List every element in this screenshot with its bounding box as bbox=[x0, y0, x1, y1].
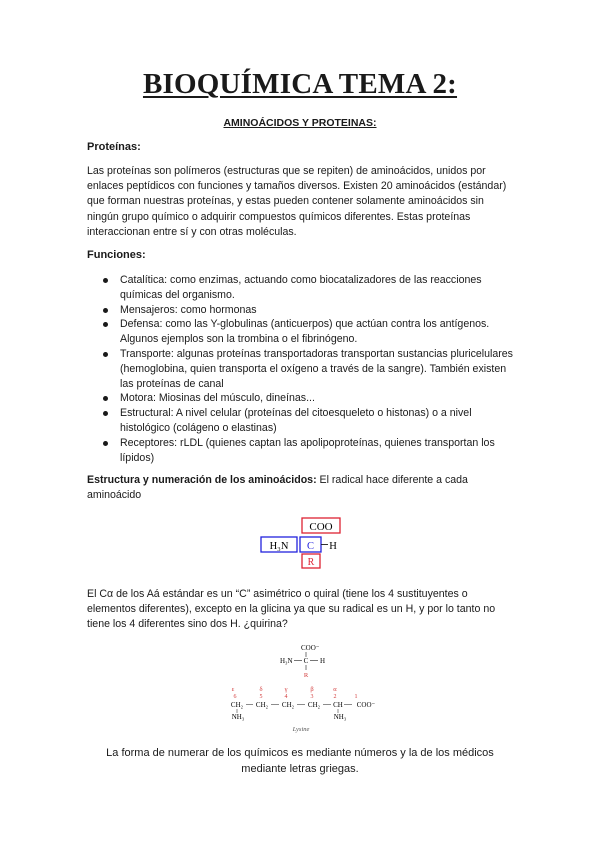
closing-paragraph: La forma de numerar de los químicos es mediante números y la de los médicos mediante letras griegas. bbox=[106, 747, 494, 775]
lysine-caption: Lysine bbox=[292, 726, 310, 733]
num-2: 2 bbox=[333, 694, 337, 700]
section-subtitle: AMINOÁCIDOS Y PROTEINAS: bbox=[223, 117, 377, 129]
greek-gamma: γ bbox=[284, 686, 288, 693]
num-5: 5 bbox=[259, 694, 263, 700]
num-1: 1 bbox=[354, 694, 358, 700]
proteinas-paragraph: Las proteínas son polímeros (estructuras que se repiten) de aminoácidos, unidos por enlaces peptídicos con funciones y tamaños diversos. Existen 20 aminoácidos (estándar) que forman nuestras proteínas, y estas pueden contener solamente aminoácidos sin ningún grupo químico o adquirir compuestos químicos diferentes. Estas proteínas interaccionan entre sí y con otras moléculas. bbox=[87, 165, 507, 238]
lysine-diagram bbox=[228, 640, 388, 735]
greek-beta: β bbox=[310, 686, 314, 693]
r-label: R bbox=[307, 557, 315, 568]
coo-top-label: COO⁻ bbox=[301, 644, 320, 652]
amino-acid-diagram bbox=[258, 515, 348, 571]
greek-epsilon: ε bbox=[231, 686, 235, 693]
h-label: H bbox=[329, 541, 337, 552]
list-item: Receptores: rLDL (quienes captan las apolipoproteínas, quienes transportan los lípidos) bbox=[87, 436, 517, 466]
proteinas-heading: Proteínas: bbox=[87, 141, 141, 153]
coo-label: COO bbox=[309, 521, 333, 533]
greek-delta: δ bbox=[259, 686, 263, 693]
estructura-heading: Estructura y numeración de los aminoácidos: bbox=[87, 474, 317, 486]
nh3-right: NH₃ bbox=[333, 713, 347, 721]
estructura-paragraph bbox=[87, 473, 517, 503]
h3n-label-2: H₃N bbox=[280, 657, 293, 665]
funciones-list bbox=[87, 273, 517, 465]
nh3-left: NH₃ bbox=[231, 713, 245, 721]
chain-ch2-3: CH₂ bbox=[281, 701, 295, 709]
num-6: 6 bbox=[233, 694, 237, 700]
h-label-2: H bbox=[320, 657, 326, 665]
greek-alpha: α bbox=[333, 686, 337, 693]
estructura-text: El radical hace diferente a cada aminoácido bbox=[87, 474, 468, 502]
c-alpha-label-2: C bbox=[303, 657, 309, 665]
page-title: BIOQUÍMICA TEMA 2: bbox=[142, 68, 458, 100]
chain-ch2-1: CH₂ bbox=[230, 701, 244, 709]
list-item: Estructural: A nivel celular (proteínas del citoesqueleto o histonas) o a nivel histológico (colágeno o elastinas) bbox=[87, 406, 517, 436]
num-3: 3 bbox=[310, 694, 314, 700]
list-item: Catalítica: como enzimas, actuando como biocatalizadores de las reacciones químicas del organismo. bbox=[87, 273, 517, 303]
num-4: 4 bbox=[284, 694, 288, 700]
list-item: Motora: Miosinas del músculo, dineínas... bbox=[87, 391, 517, 406]
chain-ch2-2: CH₂ bbox=[255, 701, 269, 709]
h3n-label: H₃N bbox=[269, 541, 289, 552]
chain-ch: CH bbox=[333, 701, 343, 709]
calpha-paragraph: El Cα de los Aá estándar es un “C” asimétrico o quiral (tiene los 4 sustituyentes o elementos diferentes), excepto en la glicina ya que su radical es un H, y por lo tanto no tiene los 4 diferentes sino dos H. ¿quirina? bbox=[87, 588, 496, 631]
r-label-2: R bbox=[303, 672, 309, 679]
funciones-heading: Funciones: bbox=[87, 249, 146, 261]
chain-ch2-4: CH₂ bbox=[307, 701, 321, 709]
c-alpha-label: C bbox=[306, 541, 315, 552]
list-item: Transporte: algunas proteínas transportadoras transportan sustancias pluricelulares (hemoglobina, quien transporta el oxígeno a través de la sangre). También existen las proteínas de canal bbox=[87, 347, 517, 391]
list-item: Mensajeros: como hormonas bbox=[87, 303, 517, 318]
list-item: Defensa: como las Y-globulinas (anticuerpos) que actúan contra los antígenos. Algunos ejemplos son la trombina o el fibrinógeno. bbox=[87, 317, 517, 347]
chain-coo: COO⁻ bbox=[356, 701, 376, 709]
